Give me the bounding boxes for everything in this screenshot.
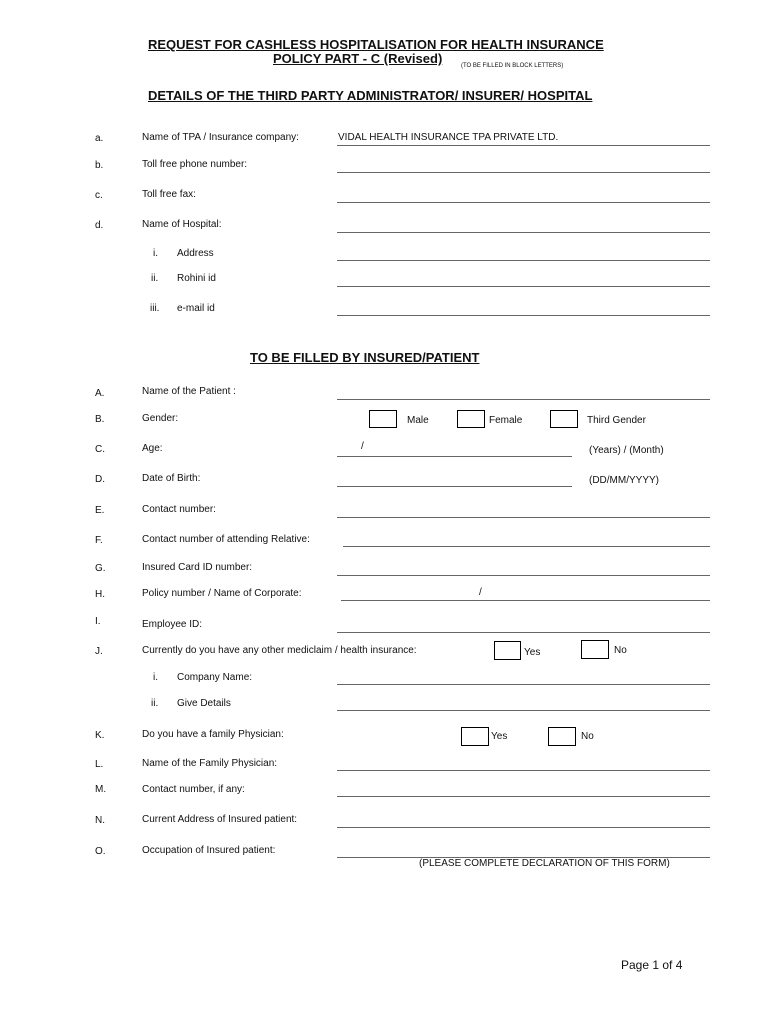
- hospital-address-field[interactable]: [337, 260, 710, 261]
- toll-free-fax-label: Toll free fax:: [142, 189, 196, 200]
- give-details-field[interactable]: [337, 710, 710, 711]
- block-letters-note: (TO BE FILLED IN BLOCK LETTERS): [461, 63, 564, 69]
- other-insurance-no-label: No: [614, 645, 627, 656]
- rohini-id-label: Rohini id: [177, 273, 216, 284]
- hospital-email-field[interactable]: [337, 315, 710, 316]
- current-address-field[interactable]: [337, 827, 710, 828]
- age-units: (Years) / (Month): [589, 445, 664, 456]
- insured-card-field[interactable]: [337, 575, 710, 576]
- hospital-name-field[interactable]: [337, 232, 710, 233]
- item-key-A: A.: [95, 388, 105, 399]
- patient-name-field[interactable]: [337, 399, 710, 400]
- other-insurance-yes-checkbox[interactable]: [494, 641, 521, 660]
- subitem-key-ii: ii.: [151, 273, 159, 284]
- item-key-B: B.: [95, 414, 105, 425]
- family-physician-yes-checkbox[interactable]: [461, 727, 489, 746]
- tpa-name-value[interactable]: VIDAL HEALTH INSURANCE TPA PRIVATE LTD.: [338, 132, 559, 143]
- employee-id-field[interactable]: [337, 632, 710, 633]
- item-key-a: a.: [95, 133, 104, 144]
- item-key-I: I.: [95, 616, 101, 627]
- toll-free-phone-field[interactable]: [337, 172, 710, 173]
- hospital-email-label: e-mail id: [177, 303, 215, 314]
- item-key-L: L.: [95, 759, 104, 770]
- item-key-K: K.: [95, 730, 105, 741]
- age-separator: /: [361, 441, 364, 452]
- other-insurance-no-checkbox[interactable]: [581, 640, 609, 659]
- toll-free-fax-field[interactable]: [337, 202, 710, 203]
- age-label: Age:: [142, 443, 163, 454]
- physician-contact-field[interactable]: [337, 796, 710, 797]
- section-patient-heading: TO BE FILLED BY INSURED/PATIENT: [250, 350, 480, 365]
- item-key-H: H.: [95, 589, 105, 600]
- policy-number-field[interactable]: [341, 600, 710, 601]
- other-insurance-label: Currently do you have any other mediclaim / health insurance:: [142, 645, 417, 656]
- gender-female-checkbox[interactable]: [457, 410, 485, 428]
- contact-number-field[interactable]: [337, 517, 710, 518]
- family-physician-yes-label: Yes: [491, 731, 508, 742]
- item-key-N: N.: [95, 815, 105, 826]
- occupation-label: Occupation of Insured patient:: [142, 845, 276, 856]
- item-key-d: d.: [95, 220, 104, 231]
- gender-third-label: Third Gender: [587, 415, 646, 426]
- subitem-key-i: i.: [153, 248, 158, 259]
- age-field[interactable]: [337, 456, 572, 457]
- gender-male-label: Male: [407, 415, 429, 426]
- item-key-J: J.: [95, 646, 103, 657]
- insured-card-label: Insured Card ID number:: [142, 562, 253, 573]
- page-number: Page 1 of 4: [621, 958, 683, 972]
- subitem-key-iii: iii.: [150, 303, 160, 314]
- contact-number-label: Contact number:: [142, 504, 216, 515]
- physician-contact-label: Contact number, if any:: [142, 784, 245, 795]
- current-address-label: Current Address of Insured patient:: [142, 814, 298, 825]
- physician-name-label: Name of the Family Physician:: [142, 758, 278, 769]
- relative-contact-label: Contact number of attending Relative:: [142, 534, 310, 545]
- gender-label: Gender:: [142, 413, 179, 424]
- other-insurance-yes-label: Yes: [524, 647, 541, 658]
- family-physician-no-label: No: [581, 731, 594, 742]
- tpa-name-field[interactable]: [337, 145, 710, 146]
- form-title-line1: REQUEST FOR CASHLESS HOSPITALISATION FOR HEALTH INSURANCE: [148, 37, 604, 52]
- policy-number-label: Policy number / Name of Corporate:: [142, 588, 302, 599]
- gender-third-checkbox[interactable]: [550, 410, 578, 428]
- employee-id-label: Employee ID:: [142, 619, 203, 630]
- form-title-line2: POLICY PART - C (Revised): [273, 51, 443, 66]
- relative-contact-field[interactable]: [343, 546, 710, 547]
- dob-label: Date of Birth:: [142, 473, 201, 484]
- rohini-id-field[interactable]: [337, 286, 710, 287]
- item-key-c: c.: [95, 190, 103, 201]
- section-tpa-heading: DETAILS OF THE THIRD PARTY ADMINISTRATOR/ INSURER/ HOSPITAL: [148, 88, 593, 103]
- declaration-note: (PLEASE COMPLETE DECLARATION OF THIS FORM): [419, 858, 670, 869]
- hospital-address-label: Address: [177, 248, 214, 259]
- toll-free-phone-label: Toll free phone number:: [142, 159, 248, 170]
- give-details-label: Give Details: [177, 698, 231, 709]
- item-key-E: E.: [95, 505, 105, 516]
- company-name-field[interactable]: [337, 684, 710, 685]
- policy-separator: /: [479, 587, 482, 598]
- item-key-b: b.: [95, 160, 104, 171]
- dob-format: (DD/MM/YYYY): [589, 475, 659, 486]
- j-subitem-key-i: i.: [153, 672, 158, 683]
- dob-field[interactable]: [337, 486, 572, 487]
- company-name-label: Company Name:: [177, 672, 253, 683]
- item-key-O: O.: [95, 846, 106, 857]
- family-physician-no-checkbox[interactable]: [548, 727, 576, 746]
- item-key-F: F.: [95, 535, 103, 546]
- patient-name-label: Name of the Patient :: [142, 386, 236, 397]
- item-key-C: C.: [95, 444, 105, 455]
- gender-male-checkbox[interactable]: [369, 410, 397, 428]
- physician-name-field[interactable]: [337, 770, 710, 771]
- tpa-name-label: Name of TPA / Insurance company:: [142, 132, 299, 143]
- item-key-M: M.: [95, 784, 107, 795]
- item-key-D: D.: [95, 474, 105, 485]
- family-physician-label: Do you have a family Physician:: [142, 729, 284, 740]
- j-subitem-key-ii: ii.: [151, 698, 159, 709]
- gender-female-label: Female: [489, 415, 523, 426]
- item-key-G: G.: [95, 563, 106, 574]
- hospital-name-label: Name of Hospital:: [142, 219, 222, 230]
